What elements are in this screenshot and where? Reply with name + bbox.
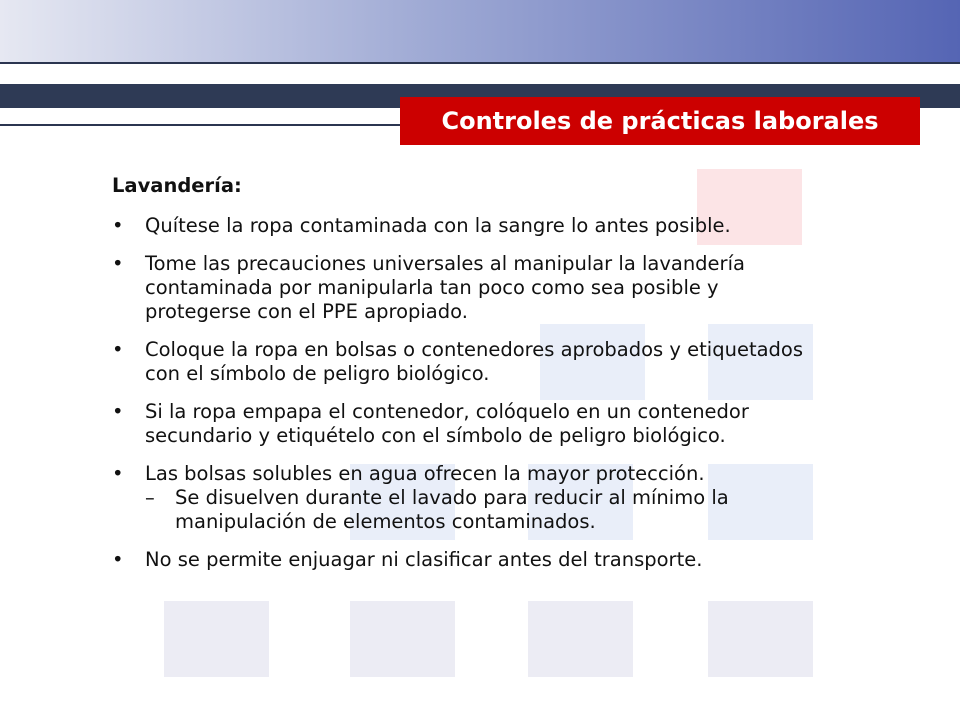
bullet-text: No se permite enjuagar ni clasificar antes del transporte. (145, 548, 703, 571)
sub-bullet-item (145, 486, 812, 534)
decor-square (350, 601, 455, 677)
header-gradient (0, 0, 960, 62)
bullet-text: Quítese la ropa contaminada con la sangre lo antes posible. (145, 214, 731, 237)
bullet-item (112, 214, 812, 238)
bullet-item (112, 338, 812, 386)
bullet-text: Las bolsas solubles en agua ofrecen la mayor protección. (145, 462, 705, 485)
decor-square (708, 601, 813, 677)
bullet-marker: • (112, 548, 124, 571)
bullet-item (112, 548, 812, 572)
bullet-item (112, 252, 812, 324)
bullet-marker: • (112, 214, 124, 237)
slide-content (112, 174, 812, 586)
bullet-marker: • (112, 338, 124, 361)
slide-title: Controles de prácticas laborales (400, 97, 920, 145)
bullet-text: Si la ropa empapa el contenedor, colóquelo en un contenedor secundario y etiquételo con el símbolo de peligro biológico. (145, 400, 749, 447)
decor-square (164, 601, 269, 677)
title-underline (0, 124, 400, 126)
bullet-item (112, 462, 812, 534)
bullet-item (112, 400, 812, 448)
header-divider-line (0, 62, 960, 64)
bullet-marker: • (112, 400, 124, 423)
bullet-text: Tome las precauciones universales al manipular la lavandería contaminada por manipularla tan poco como sea posible y protegerse con el PPE apropiado. (145, 252, 745, 323)
sub-bullet-marker: – (145, 486, 155, 509)
sub-bullet-text: Se disuelven durante el lavado para reducir al mínimo la manipulación de elementos contaminados. (175, 486, 729, 533)
bullet-text: Coloque la ropa en bolsas o contenedores aprobados y etiquetados con el símbolo de peligro biológico. (145, 338, 804, 385)
bullet-marker: • (112, 462, 124, 485)
decor-square (528, 601, 633, 677)
bullet-marker: • (112, 252, 124, 275)
section-heading: Lavandería: (112, 174, 242, 197)
